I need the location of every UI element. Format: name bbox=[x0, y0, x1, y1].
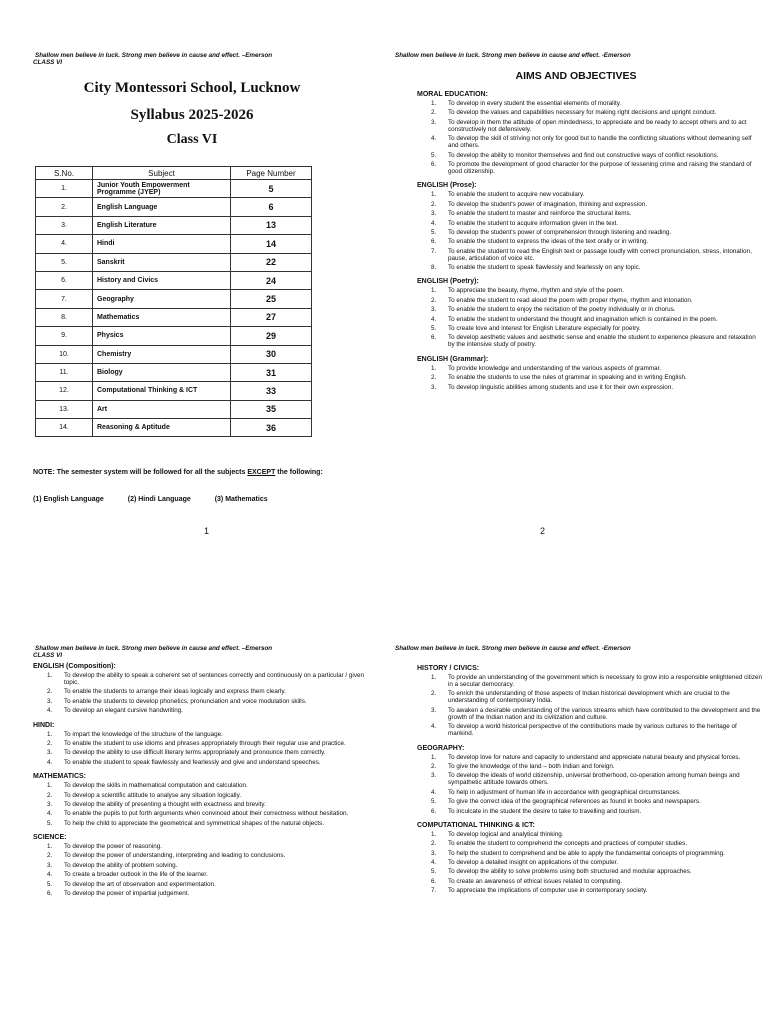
table-row bbox=[36, 345, 312, 363]
row-page-number: 22 bbox=[231, 253, 312, 271]
list-number: 7. bbox=[431, 887, 437, 895]
table-row bbox=[36, 400, 312, 418]
class-title: Class VI bbox=[166, 132, 218, 147]
list-item bbox=[33, 843, 378, 850]
list-text: To develop love for nature and capacity to understand and appreciate natural beauty and physical forces. bbox=[448, 753, 741, 761]
row-sno: 8. bbox=[36, 308, 93, 326]
syllabus-year: Syllabus 2025-2026 bbox=[130, 107, 254, 123]
list-number: 3. bbox=[47, 697, 53, 705]
list-text: To develop the power of impartial judgement. bbox=[64, 890, 190, 898]
list-text: To develop aesthetic values and aesthetic sense and enable the student to experience pleasure and relaxation by the intensive study of poetry. bbox=[448, 334, 756, 349]
list-number: 6. bbox=[431, 807, 437, 815]
list-number: 4. bbox=[431, 219, 437, 227]
objective-list bbox=[417, 365, 762, 391]
list-text: To help the child to appreciate the geometrical and symmetrical shapes of the natural objects. bbox=[64, 819, 325, 827]
list-item bbox=[417, 229, 762, 236]
list-text: To create love and interest for English Literature especially for poetry. bbox=[448, 325, 641, 333]
exception-item: (2) Hindi Language bbox=[127, 496, 191, 503]
list-number: 1. bbox=[431, 364, 437, 372]
list-item bbox=[417, 808, 762, 815]
list-number: 4. bbox=[431, 723, 437, 731]
list-text: To help in adjustment of human life in accordance with geographical circumstances. bbox=[448, 788, 681, 796]
list-number: 1. bbox=[47, 843, 53, 851]
header-page-number: Page Number bbox=[231, 167, 312, 180]
list-number: 1. bbox=[431, 191, 437, 199]
list-number: 4. bbox=[47, 758, 53, 766]
row-subject: Geography bbox=[93, 290, 231, 308]
row-subject: Junior Youth Empowerment Programme (JYEP) bbox=[93, 180, 231, 198]
list-number: 6. bbox=[431, 334, 437, 342]
row-sno: 5. bbox=[36, 253, 93, 271]
objective-list bbox=[417, 754, 762, 815]
table-row bbox=[36, 216, 312, 234]
row-sno: 2. bbox=[36, 198, 93, 216]
list-item bbox=[417, 754, 762, 761]
list-item bbox=[417, 674, 762, 688]
list-number: 1. bbox=[431, 830, 437, 838]
row-subject: Hindi bbox=[93, 235, 231, 253]
list-item bbox=[33, 749, 378, 756]
list-number: 4. bbox=[431, 315, 437, 323]
row-page-number: 33 bbox=[231, 382, 312, 400]
list-item bbox=[417, 201, 762, 208]
list-number: 1. bbox=[47, 730, 53, 738]
list-text: To awaken a desirable understanding of the various streams which have contributed to the development and the growth of the Indian nation and its civilization and culture. bbox=[448, 706, 761, 721]
header-sno: S.No. bbox=[36, 167, 93, 180]
list-item bbox=[33, 731, 378, 738]
list-text: To develop a scientific attitude to analyse any situation logically. bbox=[64, 791, 241, 799]
row-page-number: 5 bbox=[231, 180, 312, 198]
list-text: To enable the pupils to put forth arguments when convinced about their correctness without hesitation. bbox=[64, 810, 349, 818]
objective-list bbox=[33, 782, 378, 827]
row-subject: Mathematics bbox=[93, 308, 231, 326]
list-number: 3. bbox=[431, 772, 437, 780]
table-row bbox=[36, 363, 312, 381]
row-subject: Reasoning & Aptitude bbox=[93, 419, 231, 437]
class-tag: CLASS VI bbox=[33, 652, 63, 659]
emerson-quote: Shallow men believe in luck. Strong men believe in cause and effect. -Emerson bbox=[395, 52, 631, 59]
list-item bbox=[33, 698, 378, 705]
table-row bbox=[36, 419, 312, 437]
page-1 bbox=[0, 0, 384, 536]
note-text-end: the following: bbox=[275, 469, 323, 476]
semester-note bbox=[33, 469, 333, 478]
section-title: MATHEMATICS: bbox=[33, 773, 87, 781]
row-page-number: 35 bbox=[231, 400, 312, 418]
list-item bbox=[417, 220, 762, 227]
objective-list bbox=[33, 843, 378, 897]
list-text: To develop the student's power of imagination, thinking and expression. bbox=[448, 200, 647, 208]
list-number: 4. bbox=[431, 859, 437, 867]
list-number: 3. bbox=[47, 749, 53, 757]
table-row bbox=[36, 235, 312, 253]
list-item bbox=[417, 297, 762, 304]
table-row bbox=[36, 180, 312, 198]
list-number: 1. bbox=[47, 672, 53, 679]
list-text: To enable the student to master and reinforce the structural items. bbox=[448, 210, 632, 218]
list-item bbox=[417, 306, 762, 313]
section-title: ENGLISH (Grammar): bbox=[417, 355, 489, 363]
table-row bbox=[36, 198, 312, 216]
list-text: To create a broader outlook in the life of the learner. bbox=[64, 871, 208, 879]
list-item bbox=[417, 859, 762, 866]
list-number: 3. bbox=[431, 210, 437, 218]
table-header-row bbox=[36, 167, 312, 180]
list-number: 5. bbox=[47, 880, 53, 888]
list-item bbox=[417, 325, 762, 332]
list-item bbox=[33, 820, 378, 827]
aims-column bbox=[417, 665, 762, 897]
row-page-number: 14 bbox=[231, 235, 312, 253]
list-item bbox=[417, 772, 762, 786]
list-item bbox=[417, 135, 762, 149]
list-text: To develop in them the attitude of open mindedness, to appreciate and be ready to accept others and to act constructively not defensively. bbox=[448, 118, 747, 133]
list-item bbox=[417, 119, 762, 133]
list-item bbox=[33, 810, 378, 817]
list-text: To develop a detailed insight on applications of the computer. bbox=[448, 859, 619, 867]
table-row bbox=[36, 382, 312, 400]
list-number: 3. bbox=[431, 706, 437, 714]
list-text: To give the correct idea of the geographical references as found in books and newspapers. bbox=[448, 798, 701, 806]
list-text: To enable the students to use the rules of grammar in speaking and in writing English. bbox=[448, 374, 687, 382]
list-text: To enable the student to acquire new vocabulary. bbox=[448, 191, 585, 199]
list-text: To develop the ability to speak a coherent set of sentences correctly and continuously on a particular / given topic. bbox=[64, 672, 364, 686]
list-item bbox=[417, 798, 762, 805]
note-text: NOTE: The semester system will be followed for all the subjects bbox=[33, 469, 248, 476]
emerson-quote: Shallow men believe in luck. Strong men believe in cause and effect. -Emerson bbox=[395, 645, 631, 652]
section-title: SCIENCE: bbox=[33, 834, 67, 842]
list-number: 3. bbox=[431, 118, 437, 126]
list-number: 2. bbox=[47, 791, 53, 799]
list-text: To enable the students to develop phonetics, pronunciation and voice modulation skills. bbox=[64, 697, 307, 705]
list-item bbox=[33, 672, 378, 686]
row-page-number: 13 bbox=[231, 216, 312, 234]
list-text: To create an awareness of ethical issues related to computing. bbox=[448, 877, 622, 885]
list-item bbox=[417, 878, 762, 885]
list-text: To inculcate in the student the desire to take to travelling and tourism. bbox=[448, 807, 642, 815]
list-item bbox=[33, 782, 378, 789]
row-sno: 10. bbox=[36, 345, 93, 363]
list-item bbox=[33, 801, 378, 808]
list-item bbox=[417, 210, 762, 217]
list-number: 2. bbox=[47, 852, 53, 860]
row-subject: Art bbox=[93, 400, 231, 418]
list-number: 2. bbox=[47, 739, 53, 747]
list-item bbox=[417, 723, 762, 737]
section-title: ENGLISH (Composition): bbox=[33, 663, 116, 670]
list-number: 6. bbox=[431, 877, 437, 885]
row-sno: 7. bbox=[36, 290, 93, 308]
list-number: 5. bbox=[431, 325, 437, 333]
list-item bbox=[417, 374, 762, 381]
header-subject: Subject bbox=[93, 167, 231, 180]
list-item bbox=[417, 100, 762, 107]
list-item bbox=[417, 238, 762, 245]
page-4 bbox=[384, 512, 768, 1024]
list-item bbox=[417, 161, 762, 175]
list-item bbox=[417, 334, 762, 348]
objective-list bbox=[417, 191, 762, 271]
table-row bbox=[36, 290, 312, 308]
list-text: To develop the ability of problem solving. bbox=[64, 861, 178, 869]
list-item bbox=[417, 850, 762, 857]
list-number: 4. bbox=[431, 788, 437, 796]
list-text: To develop the values and capabilities necessary for making right decisions and upright conduct. bbox=[448, 109, 717, 117]
section-title: MORAL EDUCATION: bbox=[417, 91, 488, 98]
list-item bbox=[33, 688, 378, 695]
list-item bbox=[417, 316, 762, 323]
exception-item: (1) English Language bbox=[33, 496, 104, 503]
list-number: 2. bbox=[431, 296, 437, 304]
list-number: 4. bbox=[47, 871, 53, 879]
list-number: 2. bbox=[431, 200, 437, 208]
list-number: 2. bbox=[431, 690, 437, 698]
list-text: To develop the skills in mathematical computation and calculation. bbox=[64, 782, 248, 790]
list-number: 2. bbox=[431, 840, 437, 848]
list-item bbox=[33, 881, 378, 888]
list-number: 6. bbox=[431, 160, 437, 168]
list-number: 3. bbox=[431, 306, 437, 314]
list-text: To enable the student to speak flawlessly and fearlessly and give and understand speeches. bbox=[64, 758, 321, 766]
list-item bbox=[417, 109, 762, 116]
list-number: 4. bbox=[47, 810, 53, 818]
row-sno: 3. bbox=[36, 216, 93, 234]
section-title: ENGLISH (Prose): bbox=[417, 182, 477, 190]
row-subject: Physics bbox=[93, 327, 231, 345]
list-number: 5. bbox=[431, 228, 437, 236]
list-item bbox=[417, 789, 762, 796]
list-text: To develop the ability to solve problems using both structured and modular approaches. bbox=[448, 868, 692, 876]
list-text: To help the student to comprehend and be able to apply the fundamental concepts of programming. bbox=[448, 849, 725, 857]
list-text: To develop the ideals of world citizenship, universal brotherhood, co-operation among human beings and sympathetic attitude towards others. bbox=[448, 772, 740, 787]
list-number: 6. bbox=[431, 238, 437, 246]
objective-list bbox=[417, 287, 762, 348]
list-text: To develop the power of reasoning. bbox=[64, 843, 163, 851]
list-text: To enable the student to comprehend the concepts and practices of computer studies. bbox=[448, 840, 688, 848]
list-text: To enable the student to enjoy the recitation of the poetry individually or in chorus. bbox=[448, 306, 676, 314]
row-page-number: 6 bbox=[231, 198, 312, 216]
aims-heading: AIMS AND OBJECTIVES bbox=[515, 70, 637, 82]
row-subject: Chemistry bbox=[93, 345, 231, 363]
row-sno: 1. bbox=[36, 180, 93, 198]
list-text: To enable the student to read aloud the poem with proper rhyme, rhythm and intonation. bbox=[448, 296, 693, 304]
list-text: To enable the student to understand the thought and imagination which is contained in the poem. bbox=[448, 315, 718, 323]
list-text: To develop a world historical perspective of the contributions made by various cultures to the heritage of mankind. bbox=[448, 723, 737, 738]
section-title: ENGLISH (Poetry): bbox=[417, 278, 479, 286]
list-item bbox=[33, 852, 378, 859]
list-number: 7. bbox=[431, 247, 437, 255]
list-item bbox=[417, 152, 762, 159]
list-text: To enable the student to express the ideas of the text orally or in writing. bbox=[448, 238, 649, 246]
list-text: To develop the student's power of comprehension through listening and reading. bbox=[448, 228, 672, 236]
list-number: 1. bbox=[47, 782, 53, 790]
objective-list bbox=[417, 100, 762, 175]
list-text: To give the knowledge of the land – both Indian and foreign. bbox=[448, 762, 615, 770]
list-item bbox=[33, 792, 378, 799]
list-text: To enrich the understanding of those aspects of Indian historical development which are crucial to the understanding of contemporary India. bbox=[448, 690, 730, 705]
list-number: 2. bbox=[431, 374, 437, 382]
list-text: To enable the student to use idioms and phrases appropriately through their regular use and practice. bbox=[64, 739, 346, 747]
list-text: To develop the art of observation and experimentation. bbox=[64, 880, 216, 888]
list-item bbox=[417, 887, 762, 894]
section-title: HISTORY / CIVICS: bbox=[417, 665, 480, 672]
page-3 bbox=[0, 512, 384, 1024]
list-text: To provide an understanding of the government which is necessary to grow into a responsible enlightened citizen in a secular democracy. bbox=[448, 674, 762, 688]
section-title: COMPUTATIONAL THINKING & ICT: bbox=[417, 821, 535, 829]
row-subject: English Language bbox=[93, 198, 231, 216]
table-row bbox=[36, 327, 312, 345]
row-page-number: 25 bbox=[231, 290, 312, 308]
list-item bbox=[33, 890, 378, 897]
list-item bbox=[417, 287, 762, 294]
page-2 bbox=[384, 0, 768, 536]
list-text: To develop logical and analytical thinking. bbox=[448, 830, 564, 838]
page-number: 1 bbox=[204, 526, 210, 536]
list-text: To enable the students to arrange their ideas logically and express them clearly. bbox=[64, 688, 286, 696]
row-page-number: 27 bbox=[231, 308, 312, 326]
emerson-quote: Shallow men believe in luck. Strong men believe in cause and effect. –Emerson bbox=[35, 645, 273, 652]
contents-table bbox=[35, 166, 312, 437]
row-sno: 9. bbox=[36, 327, 93, 345]
list-text: To develop linguistic abilities among students and use it for their own expression. bbox=[448, 383, 674, 391]
objective-list bbox=[417, 674, 762, 737]
list-item bbox=[417, 384, 762, 391]
list-item bbox=[417, 868, 762, 875]
list-number: 2. bbox=[47, 688, 53, 696]
table-row bbox=[36, 253, 312, 271]
row-sno: 4. bbox=[36, 235, 93, 253]
list-text: To develop the ability of presenting a thought with exactness and brevity. bbox=[64, 800, 266, 808]
school-name: City Montessori School, Lucknow bbox=[83, 80, 301, 96]
row-sno: 11. bbox=[36, 363, 93, 381]
list-item bbox=[417, 690, 762, 704]
row-page-number: 30 bbox=[231, 345, 312, 363]
list-text: To develop an elegant cursive handwriting. bbox=[64, 707, 184, 715]
row-sno: 13. bbox=[36, 400, 93, 418]
list-number: 2. bbox=[431, 762, 437, 770]
list-item bbox=[33, 871, 378, 878]
list-item bbox=[417, 365, 762, 372]
list-number: 5. bbox=[431, 151, 437, 159]
row-page-number: 31 bbox=[231, 363, 312, 381]
list-number: 1. bbox=[431, 753, 437, 761]
section-title: GEOGRAPHY: bbox=[417, 744, 465, 752]
row-sno: 12. bbox=[36, 382, 93, 400]
list-item bbox=[417, 264, 762, 271]
list-text: To develop the ability to use difficult literary terms appropriately and pronounce them correctly. bbox=[64, 749, 326, 757]
list-item bbox=[417, 831, 762, 838]
note-except: EXCEPT bbox=[247, 469, 276, 476]
list-item bbox=[33, 759, 378, 766]
list-text: To appreciate the implications of computer use in contemporary society. bbox=[448, 887, 648, 895]
aims-column bbox=[33, 663, 378, 899]
list-number: 3. bbox=[431, 383, 437, 391]
list-text: To impart the knowledge of the structure of the language. bbox=[64, 730, 223, 738]
table-row bbox=[36, 271, 312, 289]
list-number: 1. bbox=[431, 674, 437, 681]
row-subject: Biology bbox=[93, 363, 231, 381]
list-number: 5. bbox=[431, 798, 437, 806]
list-text: To develop the ability to monitor themselves and find out constructive ways of conflict resolutions. bbox=[448, 151, 719, 159]
list-number: 5. bbox=[431, 868, 437, 876]
list-number: 3. bbox=[47, 800, 53, 808]
aims-column bbox=[417, 91, 762, 393]
objective-list bbox=[33, 672, 378, 714]
list-number: 6. bbox=[47, 890, 53, 898]
list-item bbox=[417, 840, 762, 847]
exception-item: (3) Mathematics bbox=[214, 496, 268, 503]
row-subject: English Literature bbox=[93, 216, 231, 234]
list-number: 3. bbox=[47, 861, 53, 869]
row-subject: History and Civics bbox=[93, 271, 231, 289]
row-subject: Sanskrit bbox=[93, 253, 231, 271]
page-number: 2 bbox=[540, 526, 546, 536]
list-text: To enable the student to speak flawlessly and fearlessly on any topic. bbox=[448, 264, 641, 272]
section-title: HINDI: bbox=[33, 721, 55, 729]
list-number: 8. bbox=[431, 264, 437, 272]
row-page-number: 36 bbox=[231, 419, 312, 437]
row-page-number: 24 bbox=[231, 271, 312, 289]
list-item bbox=[417, 191, 762, 198]
objective-list bbox=[417, 831, 762, 894]
emerson-quote: Shallow men believe in luck. Strong men believe in cause and effect. –Emerson bbox=[35, 52, 273, 59]
exception-list bbox=[33, 496, 353, 503]
list-item bbox=[33, 707, 378, 714]
list-item bbox=[417, 707, 762, 721]
table-row bbox=[36, 308, 312, 326]
list-text: To enable the student to read the English text or passage loudly with correct pronunciation, stress, intonation, pause, articulation of voice etc. bbox=[448, 247, 752, 262]
class-tag: CLASS VI bbox=[33, 59, 63, 66]
list-number: 1. bbox=[431, 287, 437, 295]
list-text: To develop in every student the essential elements of morality. bbox=[448, 100, 622, 107]
row-page-number: 29 bbox=[231, 327, 312, 345]
objective-list bbox=[33, 731, 378, 766]
list-number: 5. bbox=[47, 819, 53, 827]
list-item bbox=[417, 763, 762, 770]
list-item bbox=[33, 740, 378, 747]
list-number: 1. bbox=[431, 100, 437, 107]
list-item bbox=[417, 248, 762, 262]
row-subject: Computational Thinking & ICT bbox=[93, 382, 231, 400]
list-text: To enable the student to acquire information given in the text. bbox=[448, 219, 619, 227]
list-text: To develop the power of understanding, interpreting and leading to conclusions. bbox=[64, 852, 286, 860]
list-text: To promote the development of good character for the purpose of lessening crime and raising the standard of good citizenship. bbox=[448, 160, 752, 175]
list-number: 4. bbox=[431, 135, 437, 143]
list-item bbox=[33, 862, 378, 869]
list-number: 4. bbox=[47, 707, 53, 715]
list-text: To develop the skill of striving not only for good but to handle the conflicting situations without demeaning self and others. bbox=[448, 135, 752, 150]
list-number: 2. bbox=[431, 109, 437, 117]
row-sno: 14. bbox=[36, 419, 93, 437]
list-text: To provide knowledge and understanding of the various aspects of grammar. bbox=[448, 364, 662, 372]
list-text: To appreciate the beauty, rhyme, rhythm and style of the poem. bbox=[448, 287, 624, 295]
row-sno: 6. bbox=[36, 271, 93, 289]
list-number: 3. bbox=[431, 849, 437, 857]
